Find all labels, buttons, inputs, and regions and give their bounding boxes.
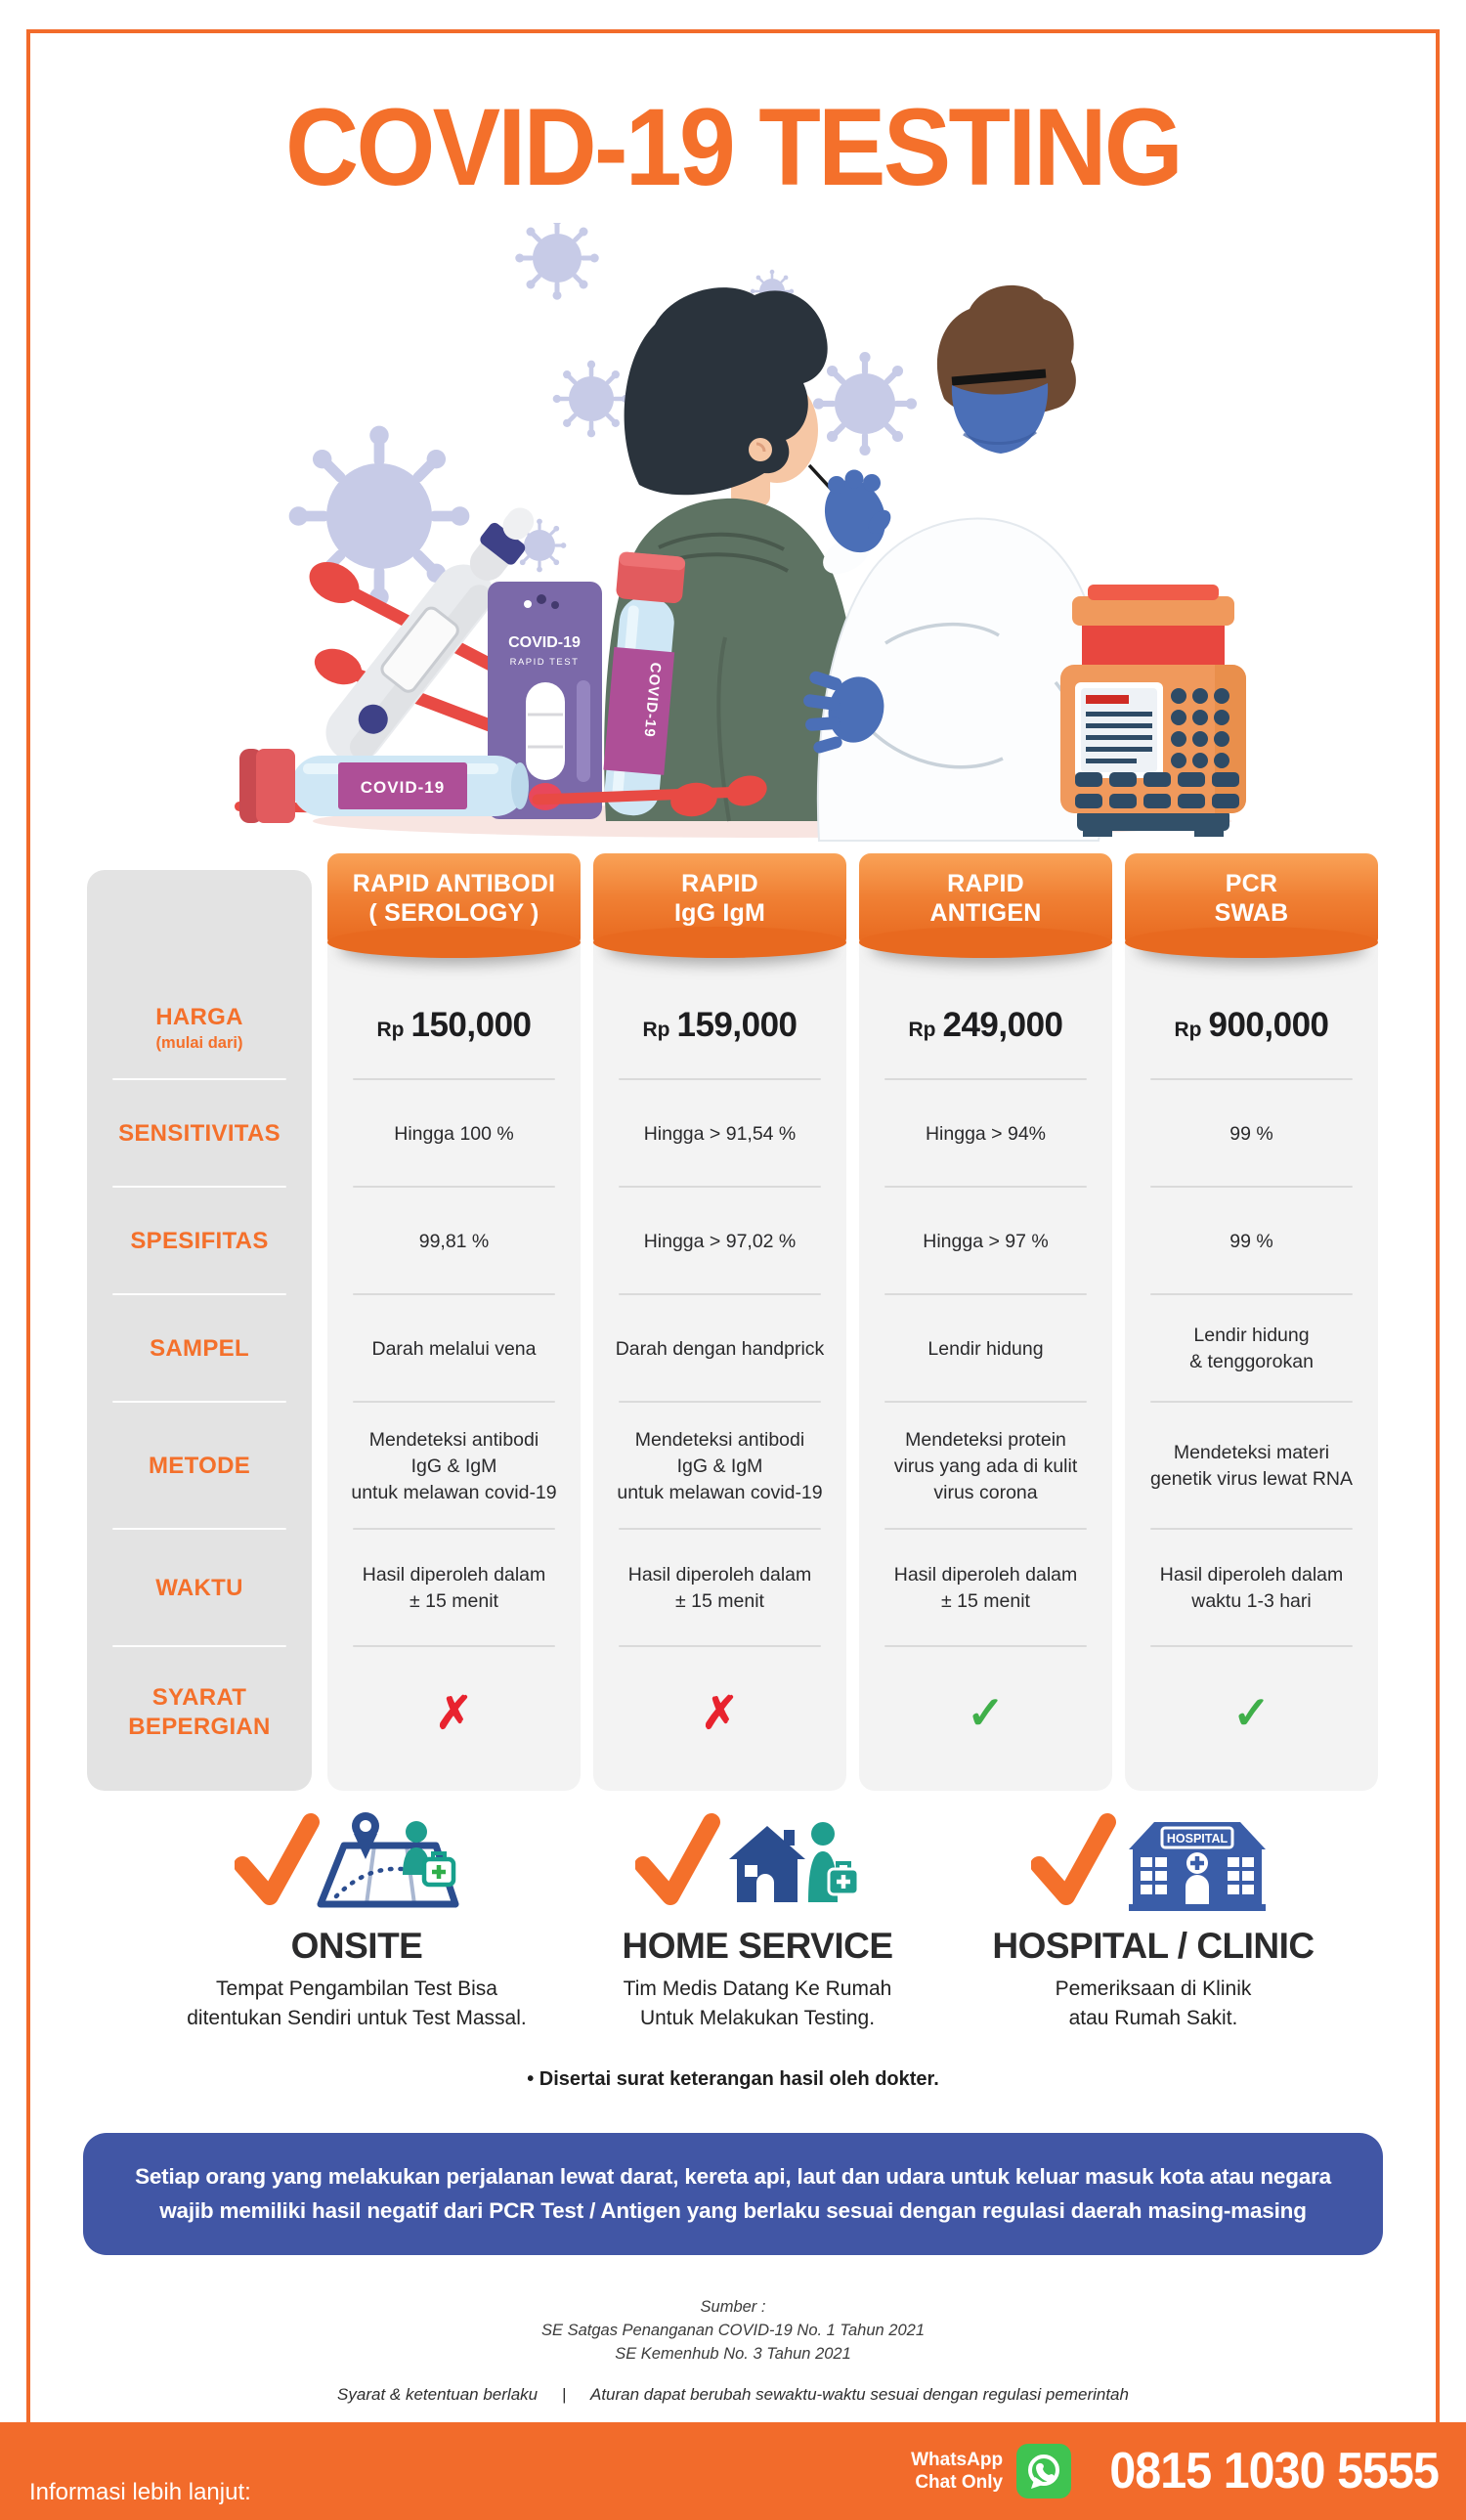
- onsite-map-icon: [235, 1806, 479, 1916]
- column-header-ribbon: RAPID IgG IgM: [593, 853, 846, 943]
- row-label-sampel: SAMPEL: [87, 1295, 312, 1403]
- cell-spesifitas: Hingga > 97,02 %: [593, 1188, 846, 1295]
- column-header-ribbon: RAPID ANTIGEN: [859, 853, 1112, 943]
- source-line: SE Satgas Penanganan COVID-19 No. 1 Tahun 2021: [541, 2322, 925, 2339]
- source-heading: Sumber :: [700, 2298, 766, 2316]
- cell-syarat: [593, 1647, 846, 1791]
- hospital-sign: HOSPITAL: [1166, 1832, 1229, 1846]
- check-icon: [1039, 1822, 1107, 1896]
- banner-line2: wajib memiliki hasil negatif dari PCR Test / Antigen yang berlaku sesuai dengan regulasi daerah masing-masing: [159, 2198, 1307, 2223]
- hospital-building-icon: [1031, 1806, 1275, 1916]
- check-icon: ✓: [967, 1686, 1005, 1738]
- column-rapid-antigen: [859, 853, 1112, 1791]
- tube-horizontal-label: COVID-19: [360, 778, 446, 797]
- banner-line1: Setiap orang yang melakukan perjalanan lewat darat, kereta api, laut dan udara untuk keluar masuk kota atau negara: [135, 2164, 1331, 2189]
- column-header-ribbon: RAPID ANTIBODI ( SEROLOGY ): [327, 853, 581, 943]
- check-icon: [643, 1822, 711, 1896]
- cell-harga: Rp 249,000: [859, 870, 1112, 1080]
- doctor-note: • Disertai surat keterangan hasil oleh dokter.: [527, 2068, 939, 2090]
- page-title: COVID-19 TESTING: [284, 86, 1182, 208]
- cell-sensitivitas: 99 %: [1125, 1080, 1378, 1188]
- cross-icon: ✗: [701, 1686, 739, 1738]
- cell-sampel: Darah melalui vena: [327, 1295, 581, 1403]
- cell-sensitivitas: Hingga > 94%: [859, 1080, 1112, 1188]
- cell-metode: Mendeteksi antibodi IgG & IgM untuk melawan covid-19: [593, 1403, 846, 1530]
- pcr-machine: [1060, 585, 1246, 837]
- service-title: HOSPITAL / CLINIC: [992, 1926, 1315, 1966]
- service-hospital-clinic: [968, 1806, 1339, 2033]
- row-label-harga: HARGA (mulai dari): [87, 870, 312, 1080]
- row-label-column: [87, 870, 312, 1791]
- row-label-metode: METODE: [87, 1403, 312, 1530]
- cassette-subtitle: RAPID TEST: [509, 657, 580, 668]
- cell-syarat: [859, 1647, 1112, 1791]
- cell-metode: Mendeteksi antibodi IgG & IgM untuk melawan covid-19: [327, 1403, 581, 1530]
- cell-harga: Rp 159,000: [593, 870, 846, 1080]
- comparison-table: [87, 853, 1378, 1791]
- source-line: SE Kemenhub No. 3 Tahun 2021: [615, 2345, 851, 2363]
- service-title: ONSITE: [290, 1926, 423, 1966]
- service-options: [0, 1806, 1466, 2061]
- row-label-syarat-bepergian: SYARAT BEPERGIAN: [128, 1683, 271, 1740]
- cassette-title: COVID-19: [508, 634, 581, 651]
- whatsapp-label: WhatsApp Chat Only: [911, 2450, 1004, 2493]
- footer-bar: [0, 2422, 1466, 2520]
- cell-metode: Mendeteksi protein virus yang ada di kulit virus corona: [859, 1403, 1112, 1530]
- check-icon: [242, 1822, 311, 1896]
- cell-spesifitas: 99 %: [1125, 1188, 1378, 1295]
- terms-line: [0, 2385, 1466, 2405]
- row-label-spesifitas: SPESIFITAS: [87, 1188, 312, 1295]
- service-onsite: [171, 1806, 542, 2033]
- cell-waktu: Hasil diperoleh dalam ± 15 menit: [327, 1530, 581, 1647]
- cell-harga: Rp 900,000: [1125, 870, 1378, 1080]
- cell-syarat: [327, 1647, 581, 1791]
- cell-spesifitas: 99,81 %: [327, 1188, 581, 1295]
- cell-waktu: Hasil diperoleh dalam ± 15 menit: [593, 1530, 846, 1647]
- cell-sensitivitas: Hingga > 91,54 %: [593, 1080, 846, 1188]
- covid-testing-illustration: [147, 223, 1329, 850]
- terms-right: Aturan dapat berubah sewaktu-waktu sesuai dengan regulasi pemerintah: [590, 2385, 1129, 2404]
- cell-sampel: Lendir hidung & tenggorokan: [1125, 1295, 1378, 1403]
- terms-divider: |: [561, 2385, 567, 2404]
- row-label-waktu: WAKTU: [87, 1530, 312, 1647]
- column-rapid-igg-igm: [593, 853, 846, 1791]
- cell-sensitivitas: Hingga 100 %: [327, 1080, 581, 1188]
- cross-icon: ✗: [435, 1686, 473, 1738]
- service-description: Tempat Pengambilan Test Bisa ditentukan Sendiri untuk Test Massal.: [187, 1977, 527, 2029]
- check-icon: ✓: [1232, 1686, 1271, 1738]
- cell-spesifitas: Hingga > 97 %: [859, 1188, 1112, 1295]
- service-description: Tim Medis Datang Ke Rumah Untuk Melakukan Testing.: [623, 1977, 892, 2029]
- whatsapp-icon: [1016, 2444, 1071, 2498]
- cell-metode: Mendeteksi materi genetik virus lewat RNA: [1125, 1403, 1378, 1530]
- column-header-ribbon: PCR SWAB: [1125, 853, 1378, 943]
- cell-waktu: Hasil diperoleh dalam ± 15 menit: [859, 1530, 1112, 1647]
- travel-requirement-banner: [83, 2133, 1383, 2255]
- home-service-icon: [635, 1806, 880, 1916]
- cell-sampel: Lendir hidung: [859, 1295, 1112, 1403]
- service-title: HOME SERVICE: [622, 1926, 893, 1966]
- service-description: Pemeriksaan di Klinik atau Rumah Sakit.: [1055, 1977, 1252, 2029]
- cell-waktu: Hasil diperoleh dalam waktu 1-3 hari: [1125, 1530, 1378, 1647]
- column-pcr-swab: [1125, 853, 1378, 1791]
- cell-syarat: [1125, 1647, 1378, 1791]
- row-label-sensitivitas: SENSITIVITAS: [87, 1080, 312, 1188]
- cell-sampel: Darah dengan handprick: [593, 1295, 846, 1403]
- footer-info-label: Informasi lebih lanjut:: [29, 2479, 251, 2505]
- source-reference: [0, 2295, 1466, 2366]
- terms-left: Syarat & ketentuan berlaku: [337, 2385, 539, 2404]
- footer-contact: [911, 2422, 1439, 2520]
- cell-harga: Rp 150,000: [327, 870, 581, 1080]
- column-rapid-antibodi: [327, 853, 581, 1791]
- tube-vertical-label: COVID-19: [640, 661, 665, 739]
- service-home-service: [572, 1806, 943, 2033]
- phone-number: 0815 1030 5555: [1109, 2443, 1439, 2499]
- test-tube-horizontal: [239, 749, 529, 823]
